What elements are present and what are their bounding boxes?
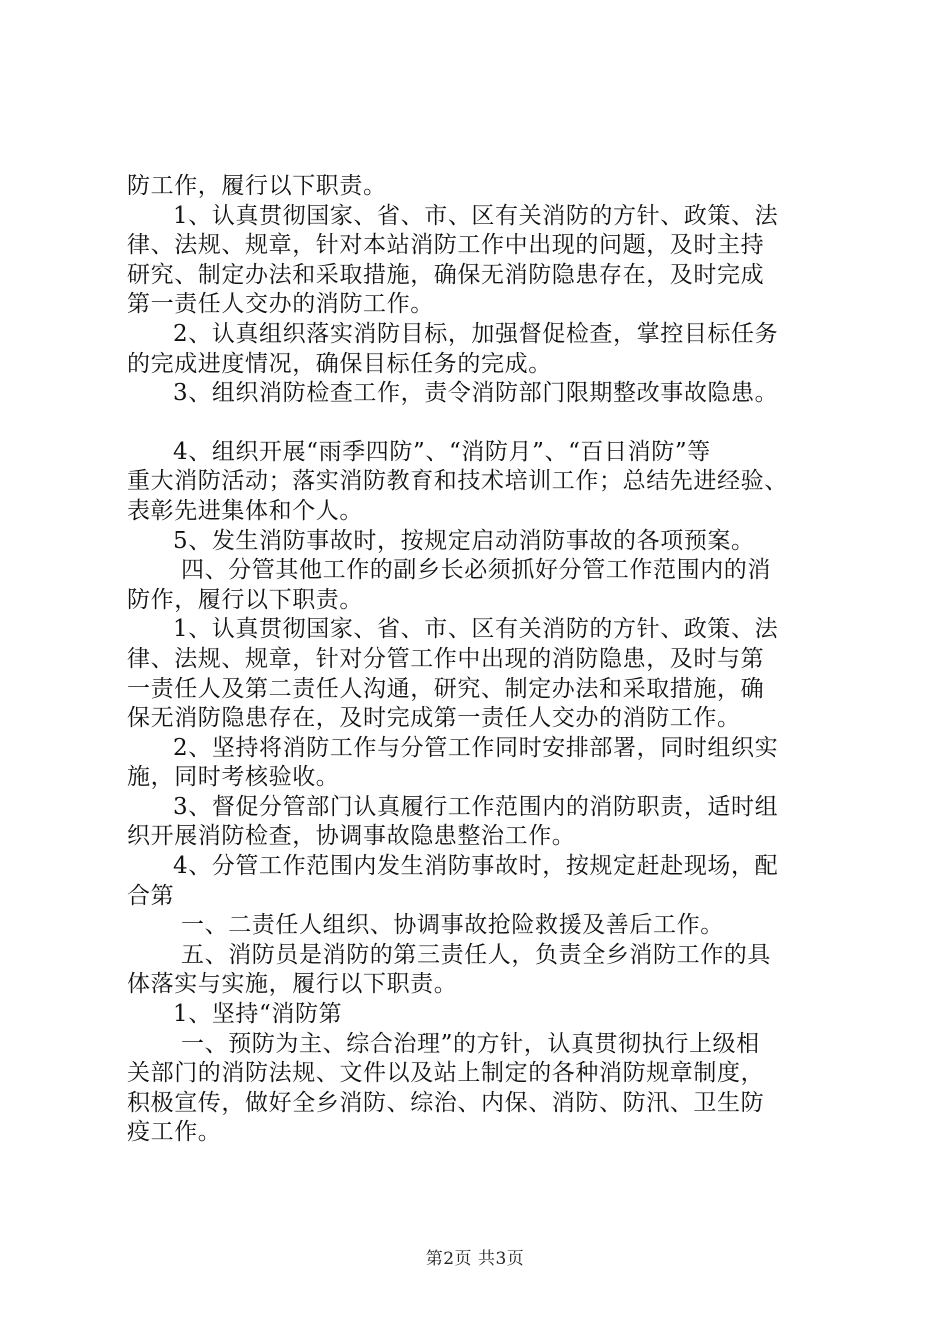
text-line: 保无消防隐患存在，及时完成第一责任人交办的消防工作。 bbox=[127, 705, 741, 732]
section-heading-five: 五、消防员是消防的第三责任人，负责全乡消防工作的具 bbox=[181, 941, 771, 968]
text-line: 一责任人及第二责任人沟通，研究、制定办法和采取措施，确 bbox=[127, 675, 765, 702]
section-heading-four: 四、分管其他工作的副乡长必须抓好分管工作范围内的消 bbox=[181, 557, 771, 584]
text-line: 表彰先进集体和个人。 bbox=[127, 497, 363, 524]
text-line: 1、认真贯彻国家、省、市、区有关消防的方针、政策、法 bbox=[173, 202, 779, 229]
text-line: 4、组织开展“雨季四防”、“消防月”、“百日消防”等 bbox=[173, 438, 711, 465]
text-line: 1、认真贯彻国家、省、市、区有关消防的方针、政策、法 bbox=[173, 616, 779, 643]
text-line: 疫工作。 bbox=[127, 1119, 222, 1146]
text-line: 织开展消防检查，协调事故隐患整治工作。 bbox=[127, 823, 576, 850]
text-line: 5、发生消防事故时，按规定启动消防事故的各项预案。 bbox=[173, 527, 755, 554]
text-line: 关部门的消防法规、文件以及站上制定的各种消防规章制度， bbox=[127, 1060, 765, 1087]
text-line: 3、组织消防检查工作，责令消防部门限期整改事故隐患。 bbox=[173, 380, 779, 407]
text-line: 2、认真组织落实消防目标，加强督促检查，掌控目标任务 bbox=[173, 320, 779, 347]
text-line: 积极宣传，做好全乡消防、综治、内保、消防、防汛、卫生防 bbox=[127, 1089, 765, 1116]
page-number-footer: 第2页 共3页 bbox=[425, 1249, 525, 1269]
text-line: 施，同时考核验收。 bbox=[127, 764, 340, 791]
text-line: 律、法规、规章，针对分管工作中出现的消防隐患，及时与第 bbox=[127, 645, 765, 672]
text-line: 3、督促分管部门认真履行工作范围内的消防职责，适时组 bbox=[173, 793, 779, 820]
text-line: 合第 bbox=[127, 882, 175, 909]
text-line: 一、预防为主、综合治理”的方针，认真贯彻执行上级相 bbox=[181, 1030, 760, 1057]
text-line: 重大消防活动；落实消防教育和技术培训工作；总结先进经验、 bbox=[127, 468, 788, 495]
text-line: 4、分管工作范围内发生消防事故时，按规定赶赴现场，配 bbox=[173, 853, 779, 880]
text-line: 第一责任人交办的消防工作。 bbox=[127, 291, 434, 318]
text-line: 一、二责任人组织、协调事故抢险救援及善后工作。 bbox=[181, 912, 724, 939]
text-line: 的完成进度情况，确保目标任务的完成。 bbox=[127, 350, 552, 377]
text-line: 体落实与实施，履行以下职责。 bbox=[127, 971, 458, 998]
text-line: 防作，履行以下职责。 bbox=[127, 586, 363, 613]
document-body bbox=[127, 172, 837, 1148]
text-line: 律、法规、规章，针对本站消防工作中出现的问题，及时主持 bbox=[127, 232, 765, 259]
text-line: 防工作，履行以下职责。 bbox=[127, 173, 387, 199]
text-line: 2、坚持将消防工作与分管工作同时安排部署，同时组织实 bbox=[173, 734, 779, 761]
text-line: 研究、制定办法和采取措施，确保无消防隐患存在，及时完成 bbox=[127, 261, 765, 288]
text-line: 1、坚持“消防第 bbox=[173, 1001, 343, 1028]
